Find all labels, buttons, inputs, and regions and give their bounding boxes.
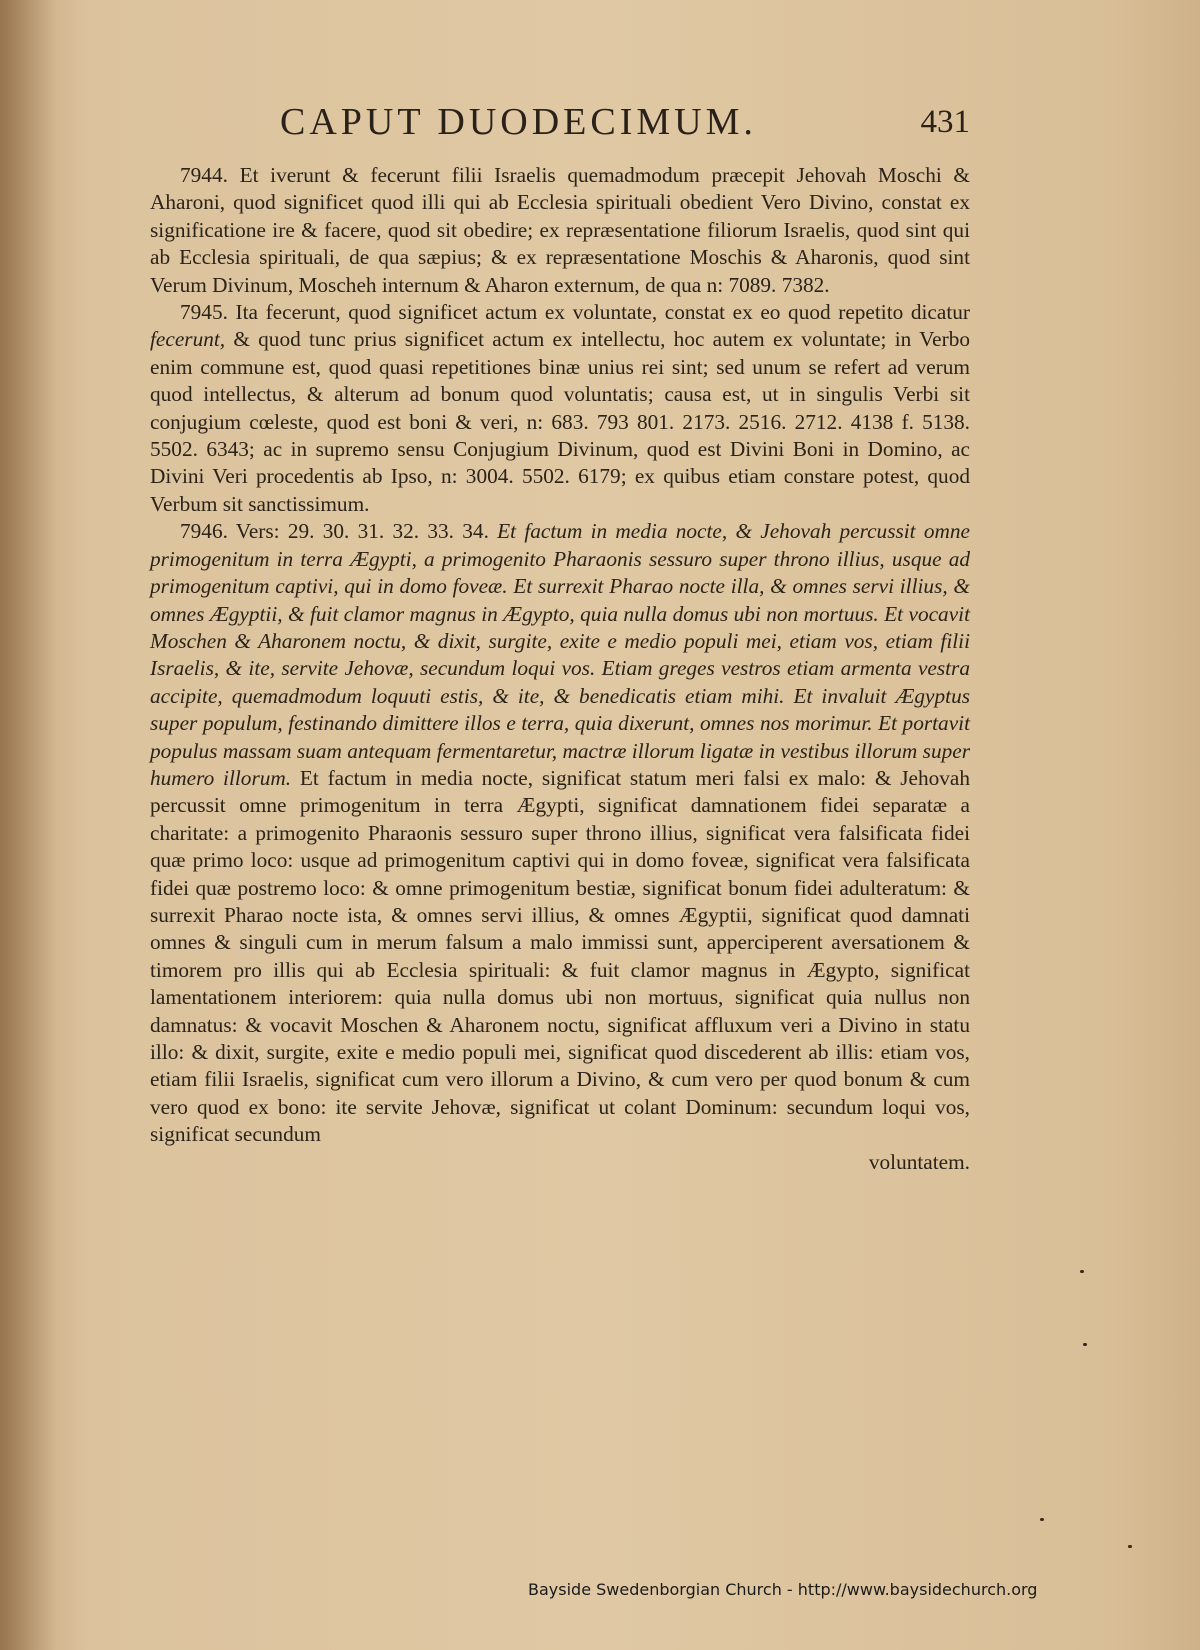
paragraph-text: Et iverunt & fecerunt filii Israelis quemadmodum præcepit Jehovah Moschi & Aharoni, quod significet quod illi qui ab Ecclesia spirituali obedient Vero Divino, constat ex significatione ire & facere, quod sit obedire; ex repræsentatione filiorum Israelis, quod sint qui ab Ecclesia spirituali, de qua sæpius; & ex repræsentatione Moschis & Aharonis, quod sint Verum Divinum, Moscheh internum & Aharon externum, de qua n: 7089. 7382. xyxy=(150,163,970,297)
paragraph-7946 xyxy=(150,518,970,1148)
paragraph-text: & quod tunc prius significet actum ex intellectu, hoc autem ex voluntate; in Verbo enim commune est, quod quasi repetitiones binæ unius rei sint; sed unum se refert ad verum quod intellectus, & alterum ad bonum quod voluntatis; causa est, ut in singulis Verbi sit conjugium cœleste, quod est boni & veri, n: 683. 793 801. 2173. 2516. 2712. 4138 f. 5138. 5502. 6343; ac in supremo sensu Conjugium Divinum, quod est Divini Boni in Domino, ac Divini Veri procedentis ab Ipso, n: 3004. 5502. 6179; ex quibus etiam constare potest, quod Verbum sit sanctissimum. xyxy=(150,327,970,516)
page-number: 431 xyxy=(920,104,970,140)
scripture-quote-italic: Et factum in media nocte, & Jehovah percussit omne primogenitum in terra Ægypti, a primogenito Pharaonis sessuro super throno illius, usque ad primogenitum captivi, qui in domo foveæ. Et surrexit Pharao nocte illa, & omnes servi illius, & omnes Ægyptii, & fuit clamor magnus in Ægypto, quia nulla domus ubi non mortuus. Et vocavit Moschen & Aharonem noctu, & dixit, surgite, exite e medio populi mei, etiam vos, etiam filii Israelis, & ite, servite Jehovæ, secundum loqui vos. Etiam greges vestros etiam armenta vestra accipite, quemadmodum loquuti estis, & ite, & benedicatis etiam mihi. Et invaluit Ægyptus super populum, festinando dimittere illos e terra, quia dixerunt, omnes nos morimur. Et portavit populus massam suam antequam fermentaretur, mactræ illorum ligatæ in vestibus illorum super humero illorum. xyxy=(150,519,970,790)
paragraph-number: 7945. xyxy=(180,300,228,325)
page-header xyxy=(150,100,970,160)
paragraph-7944 xyxy=(150,162,970,299)
paragraph-text: Ita fecerunt, quod significet actum ex voluntate, constat ex eo quod repetito dicatur xyxy=(227,300,970,325)
paper-speck xyxy=(1040,1518,1044,1521)
footer-credit: Bayside Swedenborgian Church - http://www.baysidechurch.org xyxy=(528,1580,1038,1599)
paragraph-number: 7946. xyxy=(180,519,228,544)
paragraph-text: Vers: 29. 30. 31. 32. 33. 34. xyxy=(227,519,498,544)
paragraph-text: Et factum in media nocte, significat statum meri falsi ex malo: & Jehovah percussit omne primogenitum in terra Ægypti, significat damnationem fidei separatæ a charitate: a primogenito Pharaonis sessuro super throno illius, significat vera falsificata fidei quæ primo loco: usque ad primogenitum captivi qui in domo foveæ, significat vera falsificata fidei quæ postremo loco: & omne primogenitum bestiæ, significat bonum fidei adulteratum: & surrexit Pharao nocte ista, & omnes servi illius, & omnes Ægyptii, significat quod damnati omnes & singuli cum in merum falsum a malo immissi sunt, apperciperent aversationem & timorem pro illis qui ab Ecclesia spirituali: & fuit clamor magnus in Ægypto, significat lamentationem interiorem: quia nulla domus ubi non mortuus, significat quia nullus non damnatus: & vocavit Moschen & Aharonem noctu, significat affluxum veri a Divino in statu illo: & dixit, surgite, exite e medio populi mei, significat quod discederent ab illis: etiam vos, etiam filii Israelis, significat cum vero illorum a Divino, & cum vero per quod bonum & cum vero quod ex bono: ite servite Jehovæ, significat ut colant Dominum: secundum loqui vos, significat secundum xyxy=(150,765,970,1147)
running-title: CAPUT DUODECIMUM. xyxy=(280,101,757,143)
page-body xyxy=(150,162,970,1176)
catchword: voluntatem. xyxy=(868,1149,970,1174)
paragraph-number: 7944. xyxy=(180,163,228,187)
paper-speck xyxy=(1080,1270,1084,1273)
paper-speck xyxy=(1083,1343,1087,1346)
paragraph-text-italic: fecerunt, xyxy=(150,327,226,352)
paragraph-7945 xyxy=(150,299,970,518)
paper-speck xyxy=(1128,1545,1132,1548)
page-gutter-shadow xyxy=(0,0,55,1650)
